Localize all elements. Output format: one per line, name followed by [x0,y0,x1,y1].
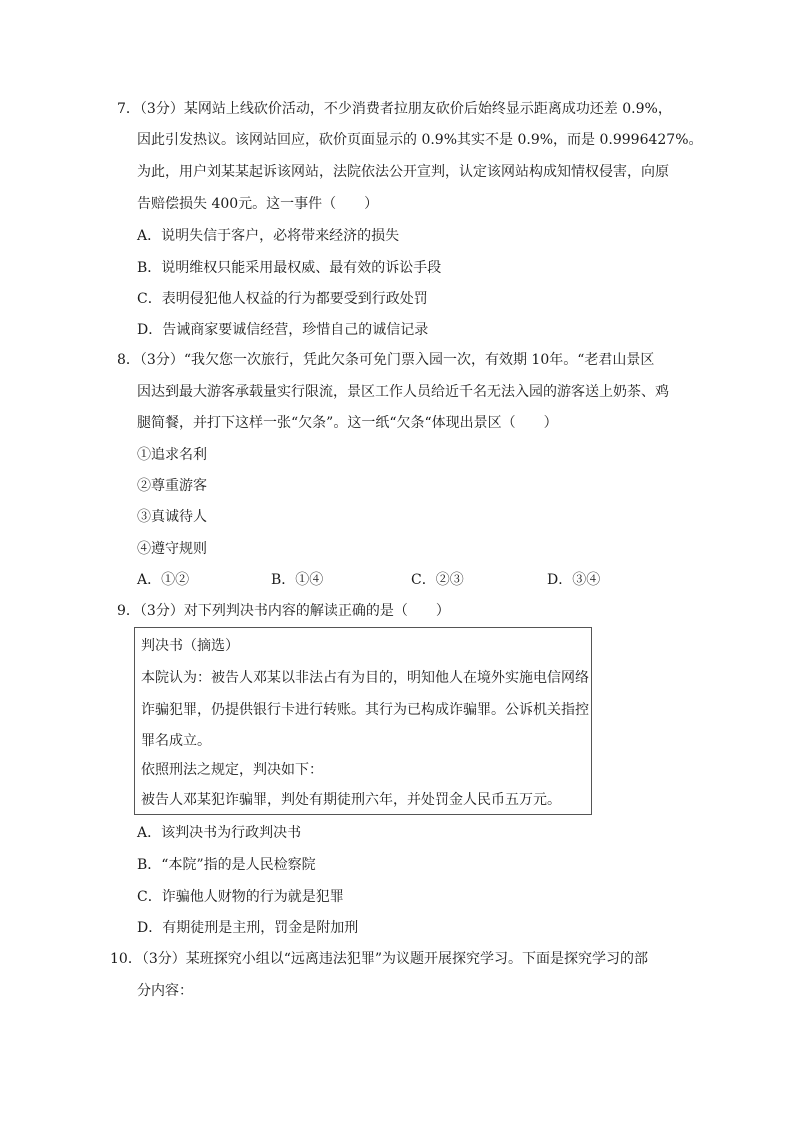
q9-option-a: A．该判决书为行政判决书 [137,825,302,841]
q7-option-d: D．告诫商家要诚信经营，珍惜自己的诚信记录 [137,322,429,338]
q7-stem-line-1: 7．（3分）某网站上线砍价活动，不少消费者拉朋友砍价后始终显示距离成功还差 0.9%， [117,101,672,117]
q10-stem-line-2: 分内容： [137,983,193,999]
q8-item-4: ④遵守规则 [137,541,207,557]
q7-stem-line-2: 因此引发热议。该网站回应，砍价页面显示的 0.9%其实不是 0.9%，而是 0.9996427%。 [137,132,703,148]
q8-stem-line-2: 因达到最大游客承载量实行限流，景区工作人员给近千名无法入园的游客送上奶茶、鸡 [137,384,669,400]
q9-option-b: B．“本院”指的是人民检察院 [137,857,316,873]
q7-option-c: C．表明侵犯他人权益的行为都要受到行政处罚 [137,291,428,307]
q8-stem-line-3: 腿简餐，并打下这样一张“欠条”。这一纸“欠条“体现出景区（ ） [137,415,558,431]
q8-stem-line-1: 8．（3分）“我欠您一次旅行，凭此欠条可免门票入园一次，有效期 10年。“老君山景区 [117,352,655,368]
q8-option-c: C．②③ [411,572,464,588]
judgment-line-4: 依照刑法之规定，判决如下： [141,762,323,778]
q8-item-1: ①追求名利 [137,447,207,463]
q7-stem-line-4: 告赔偿损失 400元。这一事件（ ） [137,196,379,212]
q8-option-d: D．③④ [547,572,601,588]
judgment-title: 判决书（摘选） [141,638,239,654]
judgment-line-3: 罪名成立。 [141,733,211,749]
q7-option-a: A．说明失信于客户，必将带来经济的损失 [137,228,400,244]
q8-option-b: B．①④ [271,572,324,588]
q8-item-2: ②尊重游客 [137,478,207,494]
q9-option-d: D．有期徒刑是主刑，罚金是附加刑 [137,920,359,936]
q9-option-c: C．诈骗他人财物的行为就是犯罪 [137,889,344,905]
judgment-line-5: 被告人邓某犯诈骗罪，判处有期徒刑六年，并处罚金人民币五万元。 [141,792,561,808]
q8-item-3: ③真诚待人 [137,509,207,525]
q8-option-a: A．①② [137,572,190,588]
q7-stem-line-3: 为此，用户刘某某起诉该网站，法院依法公开宣判，认定该网站构成知情权侵害，向原 [137,164,669,180]
judgment-line-1: 本院认为：被告人邓某以非法占有为目的，明知他人在境外实施电信网络 [141,670,589,686]
judgment-excerpt-box [134,627,592,815]
q7-option-b: B．说明维权只能采用最权威、最有效的诉讼手段 [137,260,442,276]
judgment-line-2: 诈骗犯罪，仍提供银行卡进行转账。其行为已构成诈骗罪。公诉机关指控 [141,702,589,718]
q9-stem: 9．（3分）对下列判决书内容的解读正确的是（ ） [117,603,450,619]
q10-stem-line-1: 10．（3分）某班探究小组以“远离违法犯罪”为议题开展探究学习。下面是探究学习的部 [110,951,649,967]
